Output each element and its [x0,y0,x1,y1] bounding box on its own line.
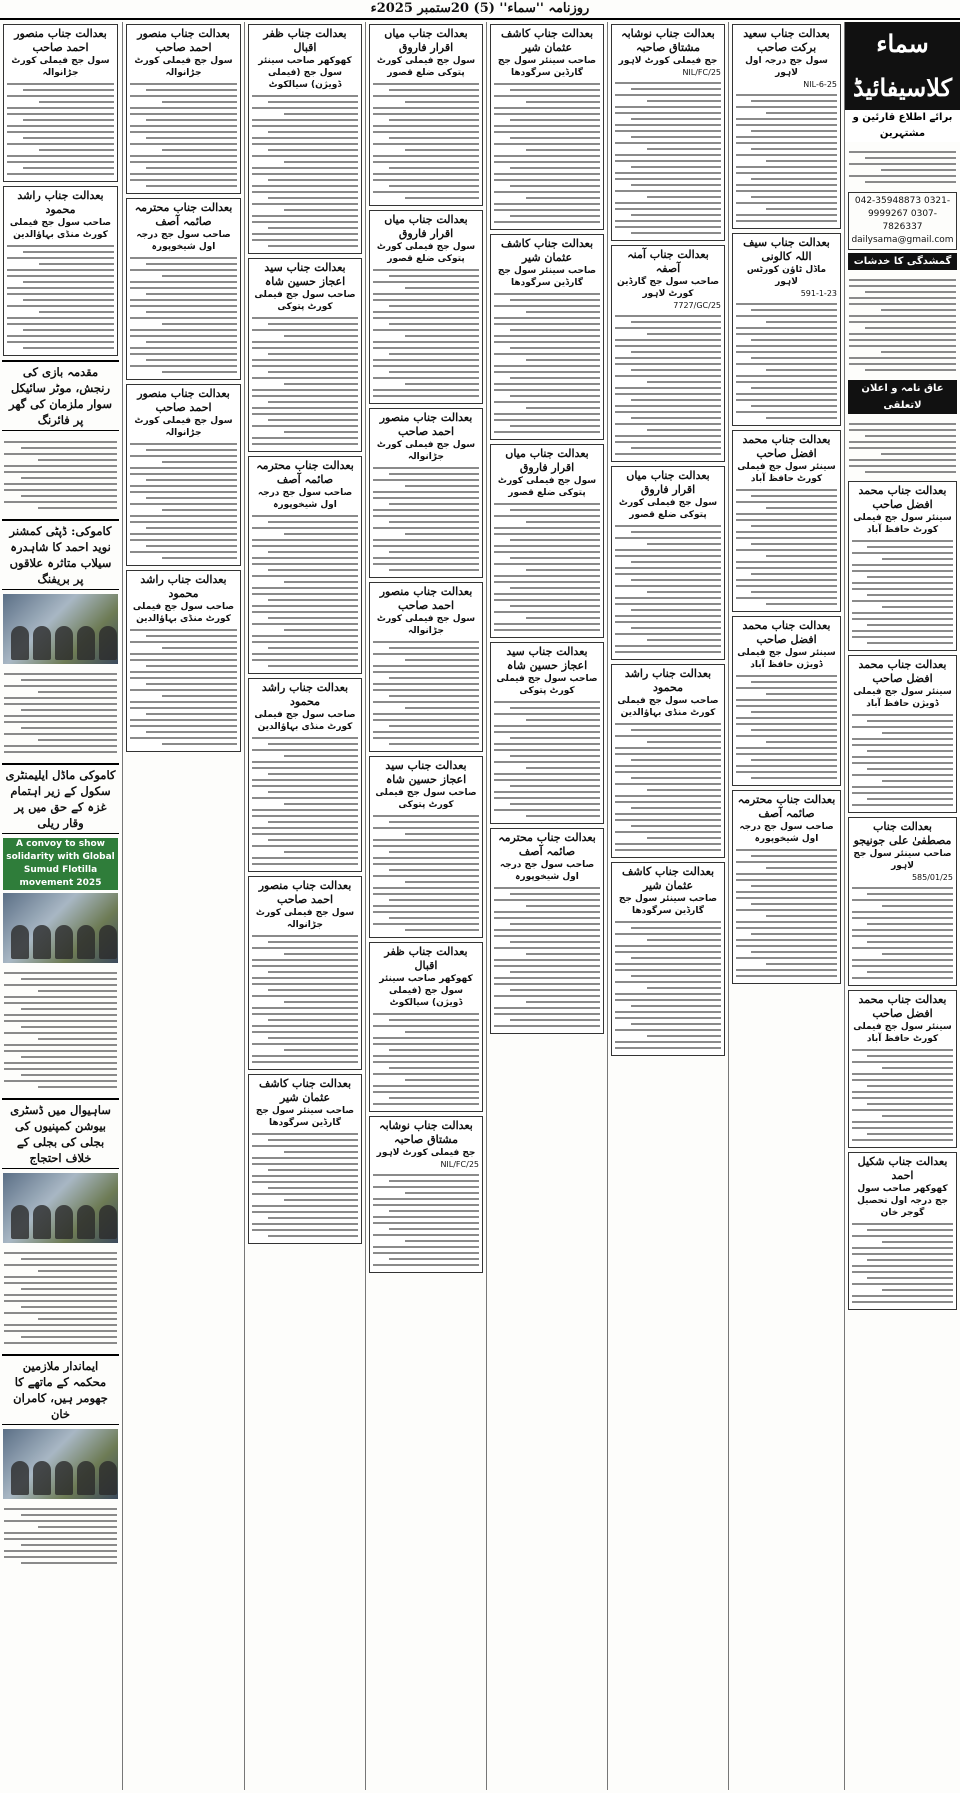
notice-body [852,1049,953,1141]
court-notice [248,258,362,452]
notice-court-sub: سینئر سول جج فیملی کورٹ حافظ آباد [737,462,836,484]
notice-body [615,315,721,455]
notice-body [130,629,237,745]
notice-court-sub: صاحب سول جج گارڈین کورٹ لاہور [616,277,720,299]
notice-court-sub: کھوکھر صاحب سینئر سول جج (فیملی ڈویژن) سیالکوٹ [379,974,473,1008]
notice-body [130,443,237,559]
notice-body [736,849,837,977]
notice-court-sub: صاحب سینئر سول جج گارڈین سرگودھا [618,894,718,916]
notice-case-number: NIL/FC/25 [682,68,721,77]
notice-court: بعدالت جناب منصور احمد صاحب [379,585,473,612]
notice-court-sub: سول جج فیملی کورٹ پتوکی ضلع قصور [376,56,476,78]
notice-body [615,723,721,851]
court-notice [732,790,841,984]
news-body [0,1502,121,1570]
news-headline: مقدمہ بازی کی رنجش، موٹر سائیکل سوار ملزمان کی گھر پر فائرنگ [2,360,119,431]
notice-case-number: 7727/GC/25 [673,301,721,310]
court-notice [732,616,841,786]
notice-court: بعدالت جناب سید اعجاز حسین شاہ [264,261,346,288]
notice-body [494,83,600,223]
notice-court: بعدالت جناب آمنہ آصفہ [627,248,709,275]
notice-court-sub: سینئر سول جج فیملی کورٹ حافظ آباد [853,513,952,535]
notice-body [373,641,479,745]
notice-body [373,1013,479,1105]
notice-court: بعدالت جناب شکیل احمد [857,1155,948,1182]
court-notice [848,990,957,1148]
notice-court-sub: صاحب سول جج درجہ اول شیخوپورہ [257,488,353,510]
notice-body [252,317,358,445]
notice-body [130,257,237,373]
notice-court: بعدالت جناب نوشابہ مشتاق صاحبہ [621,27,715,54]
court-notice [369,582,483,752]
column-3 [607,22,728,1790]
court-notice [369,408,483,578]
notice-court-sub: ماڈل ٹاؤن کورٹس لاہور [746,265,827,287]
notice-court-sub: صاحب سول جج فیملی کورٹ منڈی بہاؤالدین [9,218,112,240]
court-notice [248,456,362,674]
notice-court: بعدالت جناب راشد محمود [261,681,349,708]
notice-body [373,83,479,199]
contact-email[interactable]: dailysama@gmail.com [851,235,954,245]
notice-court: بعدالت جناب ظفر اقبال [384,945,468,972]
notice-court-sub: سول جج فیملی کورٹ پتوکی ضلع قصور [497,476,597,498]
notice-body [736,94,837,222]
notice-court-sub: صاحب سول جج فیملی کورٹ منڈی بہاؤالدین [254,710,356,732]
news-photo [3,1429,118,1499]
notice-court: بعدالت جناب کاشف عثمان شیر [258,1077,352,1104]
notice-court: بعدالت جناب سعید برکت صاحب [743,27,830,54]
notice-court: بعدالت جناب منصور احمد صاحب [137,387,230,414]
notice-court: بعدالت جناب میاں اقرار فاروق [626,469,710,496]
notice-body [252,737,358,865]
notice-court: بعدالت جناب میاں اقرار فاروق [505,447,589,474]
notice-body [373,1174,479,1266]
court-notice [126,570,241,752]
court-notice [126,384,241,566]
court-notice [732,24,841,229]
notice-court: بعدالت جناب محترمہ صائمہ آصف [498,831,596,858]
notice-case-number: 591-1-23 [800,289,837,298]
notice-body [252,515,358,667]
notice-court-sub: صاحب سول جج فیملی کورٹ پتوکی [496,674,598,696]
masthead-title: سماء کلاسیفائیڈ [852,29,953,102]
notice-court-sub: صاحب سول جج درجہ اول شیخوپورہ [739,822,834,844]
notice-court-sub: سول جج فیملی کورٹ پتوکی ضلع قصور [376,242,476,264]
notice-court-sub: سول جج فیملی کورٹ جڑانوالہ [376,440,476,462]
contact-phone: 042-35948873 0321-9999267 0307-7826337 [854,196,951,232]
section-disclaimer: عاق نامہ و اعلان لاتعلقی [848,380,957,414]
court-notice [369,1116,483,1273]
notice-court: بعدالت جناب کاشف عثمان شیر [500,27,594,54]
column-6 [244,22,365,1790]
court-notice [848,481,957,651]
notice-case-number: NIL-6-25 [803,80,837,89]
notice-court-sub: سول جج درجہ اول لاہور [745,56,828,78]
court-notice [248,876,362,1070]
court-notice [248,24,362,254]
notice-case-number: NIL/FC/25 [440,1160,479,1169]
notice-court-sub: سول جج فیملی کورٹ جڑانوالہ [134,416,233,438]
notice-court-sub: کھوکھر صاحب سینئر سول جج (فیملی ڈویژن) سیالکوٹ [258,56,352,90]
notice-court-sub: سول جج فیملی کورٹ پتوکی ضلع قصور [618,498,718,520]
notice-court-sub: صاحب سینئر سول جج گارڈین سرگودھا [497,266,597,288]
notice-court: بعدالت جناب محمد افضل صاحب [742,433,831,460]
court-notice [126,24,241,194]
notice-court: بعدالت جناب نوشابہ مشتاق صاحبہ [379,1119,473,1146]
news-photo [3,1173,118,1243]
lost-notices [845,273,960,377]
notice-court: بعدالت جناب منصور احمد صاحب [258,879,352,906]
notice-court-sub: سول جج فیملی کورٹ جڑانوالہ [11,56,110,78]
notice-court-sub: سینئر سول جج فیملی ڈویژن حافظ آباد [737,648,836,670]
notice-court-sub: کھوکھر صاحب سول جج درجہ اول تحصیل گوجر خان [857,1184,948,1218]
notice-body [615,82,721,234]
court-notice [369,942,483,1112]
notice-court: بعدالت جناب میاں اقرار فاروق [384,213,468,240]
notice-court: بعدالت جناب سید اعجاز حسین شاہ [506,645,588,672]
court-notice [732,233,841,426]
notice-court: بعدالت جناب منصور احمد صاحب [14,27,107,54]
notice-court: بعدالت جناب محترمہ صائمہ آصف [737,793,836,820]
disclaimer-notices [845,417,960,479]
notice-court: بعدالت جناب محمد افضل صاحب [858,993,947,1020]
news-headline: ساہیوال میں ڈسٹری بیوشن کمپنیوں کی بجلی کی بجلی کے خلاف احتجاج [2,1098,119,1169]
court-notice [848,1152,957,1310]
notice-court-sub: سول جج فیملی کورٹ جڑانوالہ [376,614,476,636]
news-body [0,966,121,1094]
page-header: روزنامہ ''سماء'' (5) 20ستمبر 2025ء [0,0,960,20]
notice-body [7,83,114,175]
notice-court-sub: صاحب سول جج درجہ اول شیخوپورہ [499,860,595,882]
notice-court: بعدالت جناب سیف اللہ کالونی [743,236,830,263]
notice-court: بعدالت جناب منصور احمد صاحب [137,27,230,54]
notice-court-sub: صاحب سینئر سول جج گارڈین سرگودھا [497,56,597,78]
court-notice [126,198,241,380]
notice-court-sub: سینئر سول جج فیملی کورٹ حافظ آباد [853,1022,952,1044]
notice-body [373,815,479,931]
notice-court: بعدالت جناب مصطفیٰ علی جونیجو [853,820,952,847]
notice-body [736,303,837,419]
court-notice [490,234,604,440]
notice-court: بعدالت جناب سید اعجاز حسین شاہ [385,759,467,786]
court-notice [3,24,118,182]
notice-court-sub: صاحب سول جج فیملی کورٹ پتوکی [254,290,356,312]
court-notice [611,664,725,858]
court-notice [490,828,604,1034]
notice-court-sub: صاحب سول جج فیملی کورٹ پتوکی [375,788,477,810]
notice-court: بعدالت جناب محمد افضل صاحب [742,619,831,646]
news-body [0,435,121,515]
court-notice [611,24,725,241]
notice-court: بعدالت جناب راشد محمود [17,189,104,216]
court-notice [732,430,841,612]
notice-body [615,921,721,1049]
court-notice [3,186,118,356]
notice-court: بعدالت جناب محترمہ صائمہ آصف [134,201,233,228]
notice-body [615,525,721,653]
notice-court-sub: صاحب سینئر سول جج لاہور [853,849,952,871]
notice-court: بعدالت جناب منصور احمد صاحب [379,411,473,438]
notice-body [7,245,114,349]
court-notice [248,1074,362,1244]
masthead-text [845,145,960,189]
notice-court-sub: صاحب سینئر سول جج گارڈین سرگودھا [255,1106,355,1128]
notice-court: بعدالت جناب کاشف عثمان شیر [500,237,594,264]
notice-body [736,675,837,779]
court-notice [369,756,483,938]
court-notice [848,655,957,813]
news-headline: کاموکی ماڈل ایلیمنٹری سکول کے زیر اہتمام غزہ کے حق میں پر وقار ریلی [2,763,119,834]
notice-court-sub: سول جج فیملی کورٹ جڑانوالہ [134,56,233,78]
notice-body [252,95,358,247]
news-photo [3,594,118,664]
masthead-subtitle: برائے اطلاع قارئین و مشتہرین [845,110,960,142]
notice-court-sub: جج فیملی کورٹ لاہور [618,56,718,66]
notice-court-sub: صاحب سول جج درجہ اول شیخوپورہ [136,230,231,252]
notice-body [852,540,953,644]
court-notice [490,24,604,230]
notice-court: بعدالت جناب راشد محمود [624,667,712,694]
notice-body [494,503,600,631]
news-body [0,667,121,759]
contact-box [848,192,957,250]
notice-court: بعدالت جناب راشد محمود [140,573,227,600]
notice-court: بعدالت جناب میاں اقرار فاروق [384,27,468,54]
notice-body [852,714,953,806]
notice-body [130,83,237,187]
column-news [0,22,121,1790]
notice-court-sub: سینئر سول جج فیملی ڈویژن حافظ آباد [853,687,952,709]
notice-case-number: 585/01/25 [911,873,953,882]
court-notice [248,678,362,872]
notice-body [373,467,479,571]
court-notice [369,24,483,206]
column-4 [486,22,607,1790]
court-notice [490,642,604,824]
classified-masthead [845,22,960,142]
news-photo [3,893,118,963]
notice-court-sub: جج فیملی کورٹ لاہور [376,1148,476,1158]
notice-body [736,489,837,605]
court-notice [369,210,483,404]
notice-court-sub: صاحب سول جج فیملی کورٹ منڈی بہاؤالدین [617,696,719,718]
news-headline: ایماندار ملازمین محکمہ کے ماتھے کا جھومر ہیں، کامران خان [2,1354,119,1425]
notice-body [852,887,953,979]
notice-body [373,269,479,397]
court-notice [848,817,957,986]
column-7 [122,22,244,1790]
notice-court: بعدالت جناب محترمہ صائمہ آصف [256,459,354,486]
court-notice [611,862,725,1056]
notice-court: بعدالت جناب محمد افضل صاحب [858,484,947,511]
column-1 [844,22,960,1790]
notice-body [252,1133,358,1237]
court-notice [611,245,725,462]
notice-body [494,887,600,1027]
notice-court: بعدالت جناب ظفر اقبال [263,27,347,54]
notice-body [252,935,358,1063]
notice-court-sub: سول جج فیملی کورٹ جڑانوالہ [255,908,355,930]
news-photo-caption: A convoy to show solidarity with Global Sumud Flotilla movement 2025 [3,838,118,890]
court-notice [611,466,725,660]
news-headline: کاموکی: ڈپٹی کمشنر نوید احمد کا شاہدرہ سیلاب متاثرہ علاقوں پر بریفنگ [2,519,119,590]
notice-court-sub: صاحب سول جج فیملی کورٹ منڈی بہاؤالدین [132,602,235,624]
news-body [0,1246,121,1350]
notice-body [494,701,600,817]
column-2 [728,22,844,1790]
notice-court: بعدالت جناب محمد افضل صاحب [858,658,947,685]
section-lost: گمشدگی کا خدشات [848,253,957,270]
column-5 [365,22,486,1790]
notice-body [852,1223,953,1303]
court-notice [490,444,604,638]
notice-body [494,293,600,433]
notice-court: بعدالت جناب کاشف عثمان شیر [621,865,715,892]
